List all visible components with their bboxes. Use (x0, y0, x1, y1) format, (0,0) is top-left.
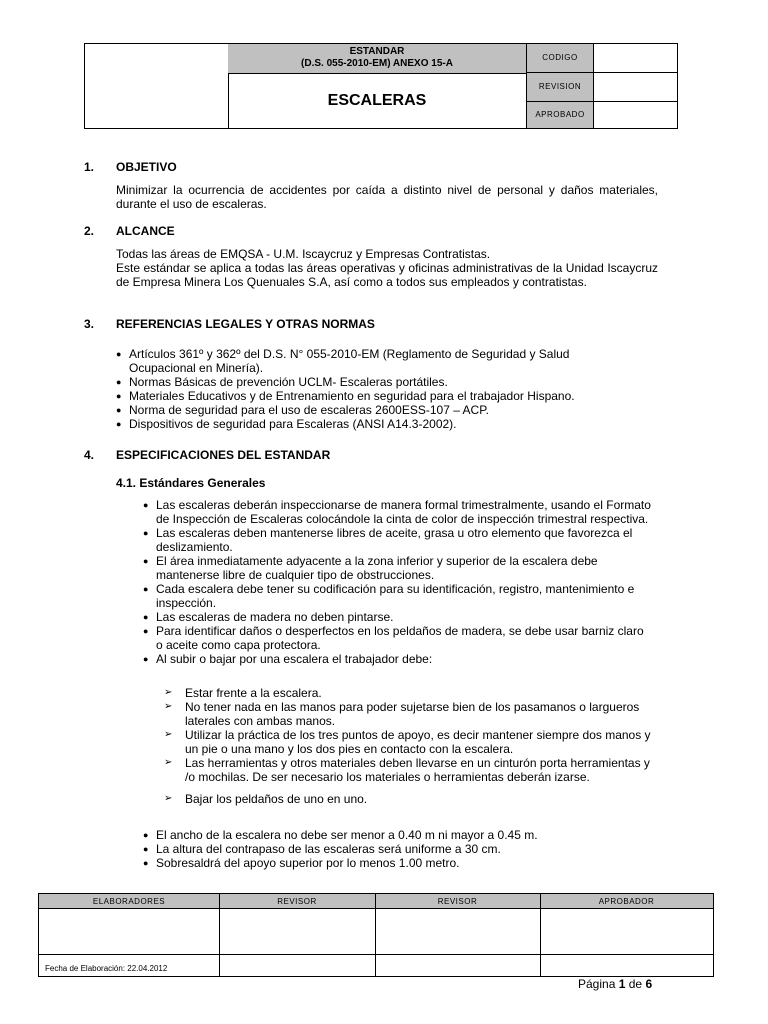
bullet-icon: ● (143, 626, 149, 636)
revisor-header: REVISOR (375, 894, 540, 909)
bullet-icon: ● (143, 830, 149, 840)
divider (540, 894, 541, 976)
list-item: ● La altura del contrapaso de las escaleras será uniforme a 30 cm. (143, 842, 501, 856)
bullet-icon: ● (116, 377, 122, 387)
section-2-text: Este estándar se aplica a todas las áreas operativas y oficinas administrativas de la Unidad Iscaycruz de Empresa Minera Los Quenuales S.A, así como a todos sus empleados y contratistas. (116, 261, 658, 289)
arrow-bullet-icon: ➢ (164, 793, 173, 804)
general-standards-list (143, 498, 653, 666)
bullet-icon: ● (143, 612, 149, 622)
bullet-icon: ● (143, 500, 149, 510)
aprobador-header: APROBADOR (540, 894, 713, 909)
list-item: ➢ Utilizar la práctica de los tres puntos de apoyo, es decir mantener siempre dos manos y un pie o una mano y los dos pies en contacto con la escalera. (164, 728, 651, 756)
list-item: ● El ancho de la escalera no debe ser menor a 0.40 m ni mayor a 0.45 m. (143, 828, 538, 842)
references-list (116, 347, 616, 431)
elaboration-date: Fecha de Elaboración: 22.04.2012 (45, 964, 168, 973)
list-item: ● Normas Básicas de prevención UCLM- Escaleras portátiles. (116, 375, 448, 389)
revision-value (594, 73, 677, 101)
section-1-title: OBJETIVO (116, 160, 177, 174)
section-1-number: 1. (84, 160, 95, 174)
standard-cell (228, 44, 526, 74)
arrow-bullet-icon: ➢ (164, 701, 173, 712)
bullet-icon: ● (116, 349, 122, 359)
bullet-icon: ● (143, 844, 149, 854)
divider (219, 894, 220, 976)
bullet-icon: ● (116, 391, 122, 401)
section-2-line1: Todas las áreas de EMQSA - U.M. Iscaycruz y Empresas Contratistas. (116, 247, 491, 261)
list-item: ● Al subir o bajar por una escalera el trabajador debe: (143, 652, 433, 666)
bullet-icon: ● (143, 654, 149, 664)
header-table (84, 43, 678, 129)
page-number: Página 1 de 6 (578, 977, 653, 991)
revisor-header: REVISOR (219, 894, 375, 909)
signature-table (38, 893, 714, 977)
section-2-number: 2. (84, 224, 95, 238)
codigo-value (594, 44, 677, 72)
list-item: ● Cada escalera debe tener su codificación para su identificación, registro, mantenimiento e inspección. (143, 582, 635, 610)
bullet-icon: ● (143, 528, 149, 538)
list-item: ● Artículos 361º y 362º del D.S. N° 055-2010-EM (Reglamento de Seguridad y Salud Ocupacional en Minería). (116, 347, 570, 375)
section-4-title: ESPECIFICACIONES DEL ESTANDAR (116, 448, 331, 462)
list-item: ● Materiales Educativos y de Entrenamiento en seguridad para el trabajador Hispano. (116, 389, 575, 403)
standard-line1: ESTANDAR (349, 46, 405, 57)
list-item: ● Dispositivos de seguridad para Escaleras (ANSI A14.3-2002). (116, 417, 457, 431)
list-item: ● Las escaleras de madera no deben pintarse. (143, 610, 394, 624)
divider (375, 894, 376, 976)
elaboradores-header: ELABORADORES (39, 894, 219, 909)
bullet-icon: ● (143, 556, 149, 566)
climbing-rules-list (164, 686, 654, 806)
revision-label: REVISION (526, 73, 594, 101)
bullet-icon: ● (116, 419, 122, 429)
list-item: ➢ No tener nada en las manos para poder sujetarse bien de los pasamanos o largueros laterales con ambas manos. (164, 700, 640, 728)
list-item: ● Norma de seguridad para el uso de escaleras 2600ESS-107 – ACP. (116, 403, 490, 417)
bullet-icon: ● (143, 858, 149, 868)
logo-cell (85, 44, 229, 128)
section-3-number: 3. (84, 317, 95, 331)
list-item: ● Las escaleras deberán inspeccionarse de manera formal trimestralmente, usando el Formato de Inspección de Escaleras colocándole la cinta de color de inspección trimestral respectiva. (143, 498, 651, 526)
standard-line2: (D.S. 055-2010-EM) ANEXO 15-A (301, 58, 453, 69)
bullet-icon: ● (143, 584, 149, 594)
list-item: ● Sobresaldrá del apoyo superior por lo menos 1.00 metro. (143, 856, 460, 870)
list-item: ● Para identificar daños o desperfectos en los peldaños de madera, se debe usar barniz claro o aceite como capa protectora. (143, 624, 644, 652)
arrow-bullet-icon: ➢ (164, 687, 173, 698)
arrow-bullet-icon: ➢ (164, 757, 173, 768)
dimensions-list (143, 828, 653, 870)
section-2-title: ALCANCE (116, 224, 175, 238)
section-1-text: Minimizar la ocurrencia de accidentes por caída a distinto nivel de personal y daños materiales, durante el uso de escaleras. (116, 183, 658, 211)
section-4-number: 4. (84, 448, 95, 462)
list-item: ➢ Las herramientas y otros materiales deben llevarse en un cinturón porta herramientas y /o mochilas. De ser necesario los materiales o herramientas deberán izarse. (164, 756, 650, 784)
subsection-4-1-title: 4.1. Estándares Generales (116, 476, 266, 490)
document-title: ESCALERAS (327, 92, 427, 109)
aprobado-value (594, 102, 677, 130)
list-item: ● Las escaleras deben mantenerse libres de aceite, grasa u otro elemento que favorezca el deslizamiento. (143, 526, 633, 554)
divider (39, 954, 713, 955)
codigo-label: CODIGO (526, 44, 594, 72)
list-item: ➢ Estar frente a la escalera. (164, 686, 322, 700)
list-item: ● El área inmediatamente adyacente a la zona inferior y superior de la escalera debe mantenerse libre de cualquier tipo de obstrucciones. (143, 554, 598, 582)
list-item: ➢ Bajar los peldaños de uno en uno. (164, 792, 368, 806)
aprobado-label: APROBADO (526, 102, 594, 128)
bullet-icon: ● (116, 405, 122, 415)
section-3-title: REFERENCIAS LEGALES Y OTRAS NORMAS (116, 317, 375, 331)
arrow-bullet-icon: ➢ (164, 729, 173, 740)
